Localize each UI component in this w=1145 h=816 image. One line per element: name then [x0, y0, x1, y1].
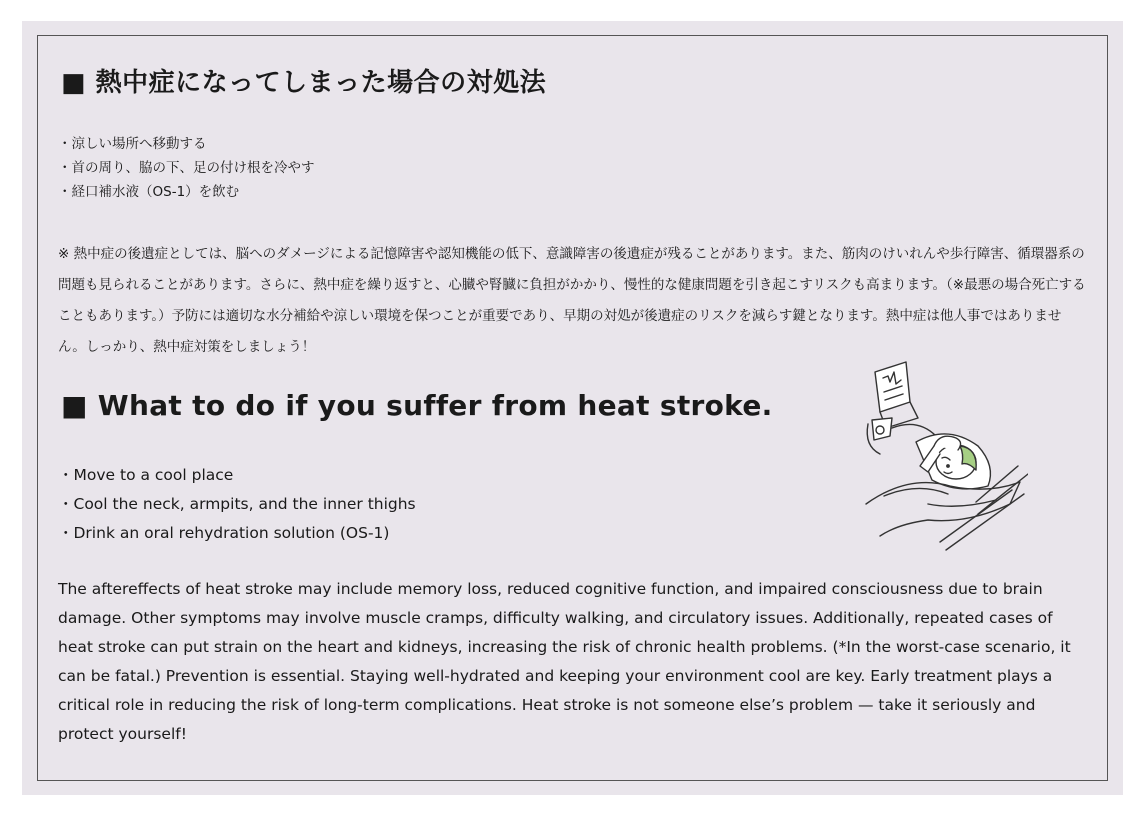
english-steps-list	[58, 461, 416, 548]
japanese-step-item: ・涼しい場所へ移動する	[58, 136, 207, 152]
english-step-item: ・Cool the neck, armpits, and the inner thighs	[58, 495, 416, 513]
english-aftereffects-note: The aftereffects of heat stroke may include memory loss, reduced cognitive function, and impaired consciousness due to brain damage. Other symptoms may involve muscle cramps, difficulty walking, and circulatory issues. Additionally, repeated cases of heat stroke can put strain on the heart and kidneys, increasing the risk of chronic health problems. (*In the worst-case scenario, it can be fatal.) Prevention is essential. Staying well-hydrated and keeping your environment cool are key. Early treatment plays a critical role in reducing the risk of long-term complications. Heat stroke is not someone else’s problem — take it seriously and protect yourself!	[58, 580, 1071, 743]
english-step-item: ・Move to a cool place	[58, 466, 234, 484]
heart-monitor-icon	[875, 362, 918, 428]
english-heading: ■ What to do if you suffer from heat stroke.	[61, 389, 773, 422]
patient-in-bed-icon	[828, 354, 1028, 554]
japanese-heading: ■ 熱中症になってしまった場合の対処法	[61, 68, 547, 98]
japanese-step-item: ・経口補水液（OS-1）を飲む	[58, 184, 240, 200]
japanese-step-item: ・首の周り、脇の下、足の付け根を冷やす	[58, 160, 315, 176]
page-background	[22, 21, 1123, 795]
japanese-aftereffects-note: ※ 熱中症の後遺症としては、脳へのダメージによる記憶障害や認知機能の低下、意識障害の後遺症が残ることがあります。また、筋肉のけいれんや歩行障害、循環器系の問題も見られることがあります。さらに、熱中症を繰り返すと、心臓や腎臓に負担がかかり、慢性的な健康問題を引き起こすリスクも高まります。（※最悪の場合死亡することもあります。）予防には適切な水分補給や涼しい環境を保つことが重要であり、早期の対処が後遺症のリスクを減らす鍵となります。熱中症は他人事ではありません。しっかり、熱中症対策をしましょう！	[58, 246, 1086, 355]
japanese-steps-list	[58, 132, 315, 204]
english-step-item: ・Drink an oral rehydration solution (OS-1)	[58, 524, 390, 542]
content-panel	[37, 35, 1108, 781]
